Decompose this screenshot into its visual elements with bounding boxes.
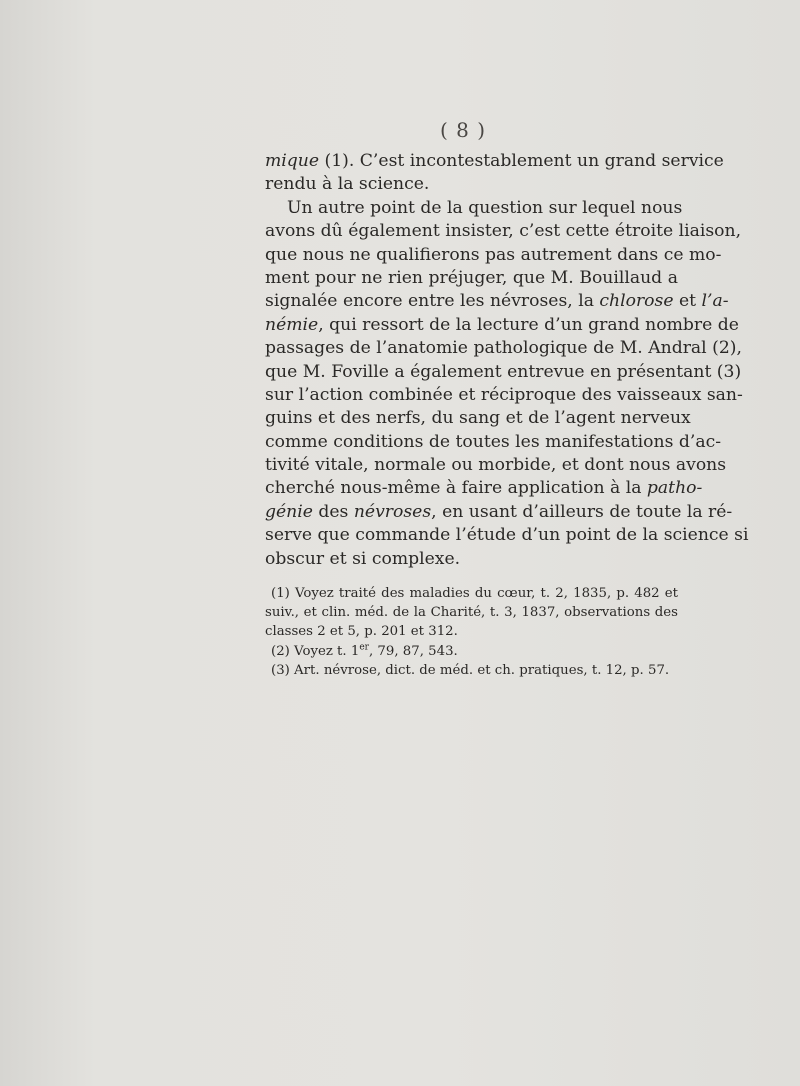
text-run: des (312, 501, 354, 522)
text-run: , en usant d’ailleurs de toute la ré- (431, 501, 733, 522)
italic-word: némie (265, 314, 319, 335)
text-line: serve que commande l’étude d’un point de la science si (265, 525, 749, 546)
text-line (265, 477, 703, 500)
text-line: rendu à la science. (265, 174, 430, 195)
text-line: passages de l’anatomie pathologique de M. Andral (2), (265, 338, 742, 359)
text-run: (1). C’est incontestablement un grand service (319, 151, 724, 171)
text-line (265, 150, 724, 173)
body-text (265, 150, 749, 571)
text-run: cherché nous-même à faire application à la (265, 478, 647, 499)
italic-word: chlorose (599, 291, 674, 312)
footnote-3: (3) Art. névrose, dict. de méd. et ch. pratiques, t. 12, p. 57. (271, 662, 670, 678)
text-line: ment pour ne rien préjuger, que M. Bouillaud a (265, 267, 678, 288)
italic-word: l’a- (701, 291, 729, 312)
text-line (265, 314, 739, 337)
text-line: comme conditions de toutes les manifestations d’ac- (265, 431, 721, 452)
footnote-line: suiv., et clin. méd. de la Charité, t. 3, 1837, observations des (265, 605, 678, 621)
italic-word: mique (265, 151, 320, 171)
footnote-2 (265, 642, 678, 661)
text-run: (2) Voyez t. 1 (271, 643, 360, 659)
footnote-line: classes 2 et 5, p. 201 et 312. (265, 624, 458, 640)
text-line (265, 501, 733, 524)
italic-word: patho- (646, 478, 703, 499)
text-line: obscur et si complexe. (265, 548, 461, 569)
text-line: sur l’action combinée et réciproque des vaisseaux san- (265, 384, 743, 405)
text-line: avons dû également insister, c’est cette étroite liaison, (265, 221, 742, 242)
italic-word: génie (265, 501, 313, 522)
footnotes (265, 584, 678, 680)
page-number: ( 8 ) (440, 118, 487, 142)
text-run: , qui ressort de la lecture d’un grand nombre de (318, 314, 739, 335)
text-line: guins et des nerfs, du sang et de l’agent nerveux (265, 408, 691, 429)
footnote-1: (1) Voyez traité des maladies du cœur, t. 2, 1835, p. 482 et (271, 586, 678, 601)
text-line: que M. Foville a également entrevue en présentant (3) (265, 361, 742, 382)
italic-word: névroses (353, 501, 432, 522)
text-run: signalée encore entre les névroses, la (265, 291, 600, 312)
superscript: er (359, 642, 369, 653)
text-line (265, 290, 729, 313)
text-run: , 79, 87, 543. (368, 643, 458, 659)
text-run: et (673, 291, 702, 312)
paragraph-start-line: Un autre point de la question sur lequel nous (287, 197, 683, 218)
text-line: que nous ne qualifierons pas autrement dans ce mo- (265, 244, 722, 265)
text-line: tivité vitale, normale ou morbide, et dont nous avons (265, 455, 727, 476)
